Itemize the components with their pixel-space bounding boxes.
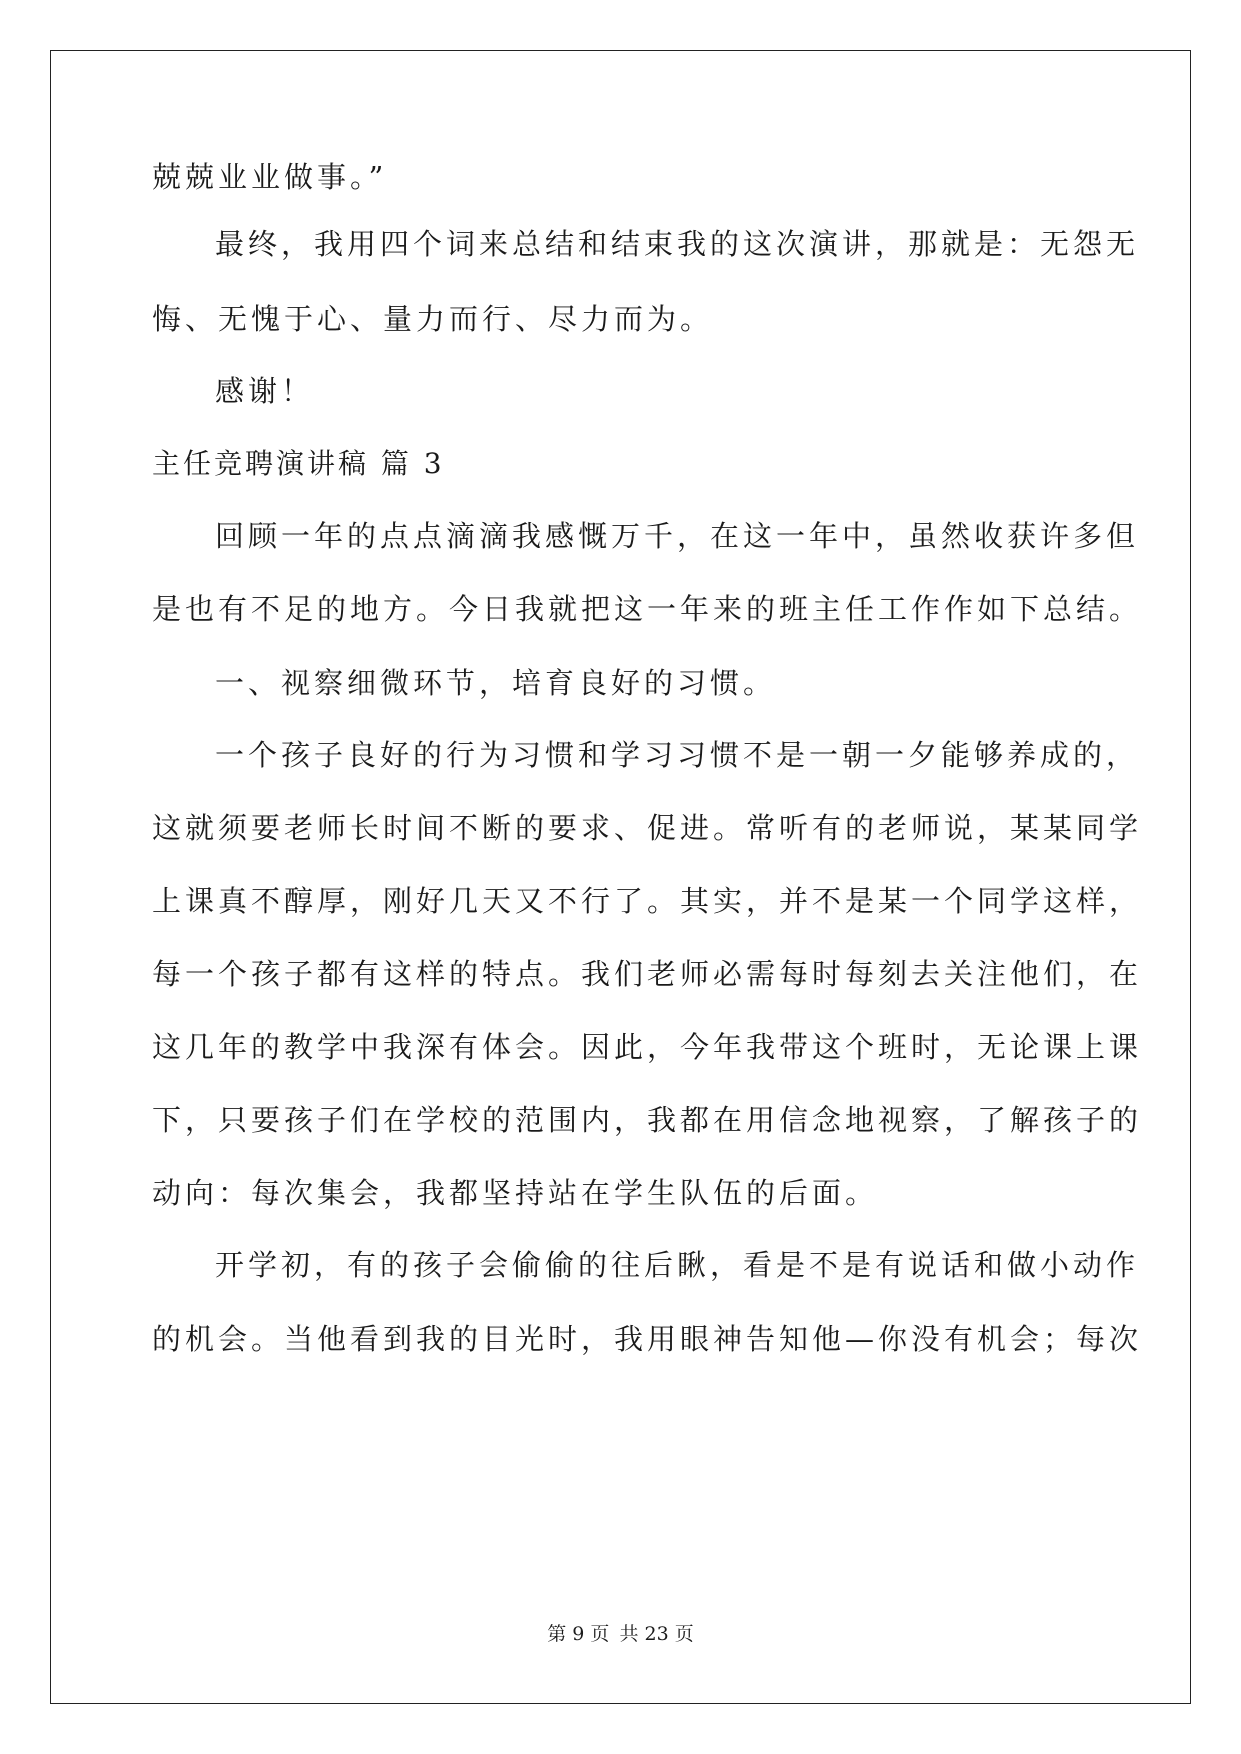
paragraph-line: 感谢！: [215, 374, 315, 408]
page-number: 第 9 页: [547, 1623, 610, 1645]
paragraph-line: 开学初，有的孩子会偷偷的往后瞅，看是不是有说话和做小动作: [215, 1248, 1140, 1282]
page-footer: [0, 1622, 1241, 1646]
paragraph-line: 悔、无愧于心、量力而行、尽力而为。: [152, 302, 714, 336]
paragraph-line: 的机会。当他看到我的目光时，我用眼神告知他—你没有机会；每次: [152, 1322, 1143, 1356]
paragraph-line: 这就须要老师长时间不断的要求、促进。常听有的老师说，某某同学: [152, 811, 1143, 845]
paragraph-line: 每一个孩子都有这样的特点。我们老师必需每时每刻去关注他们，在: [152, 957, 1143, 991]
paragraph-line: 最终，我用四个词来总结和结束我的这次演讲，那就是：无怨无: [215, 227, 1140, 261]
paragraph-line: 上课真不醇厚，刚好几天又不行了。其实，并不是某一个同学这样，: [152, 884, 1143, 918]
paragraph-line: 这几年的教学中我深有体会。因此，今年我带这个班时，无论课上课: [152, 1030, 1143, 1064]
paragraph-line: 一个孩子良好的行为习惯和学习习惯不是一朝一夕能够养成的，: [215, 738, 1140, 772]
paragraph-line: 回顾一年的点点滴滴我感慨万千，在这一年中，虽然收获许多但: [215, 519, 1140, 553]
page-border: [50, 50, 1191, 1704]
paragraph-line: 下，只要孩子们在学校的范围内，我都在用信念地视察，了解孩子的: [152, 1103, 1143, 1137]
paragraph-line: 是也有不足的地方。今日我就把这一年来的班主任工作作如下总结。: [152, 592, 1143, 626]
paragraph-line: 一、视察细微环节，培育良好的习惯。: [215, 666, 777, 700]
page-total: 共 23 页: [619, 1623, 694, 1645]
paragraph-line: 动向：每次集会，我都坚持站在学生队伍的后面。: [152, 1176, 879, 1210]
section-heading: 主任竞聘演讲稿 篇 3: [152, 447, 445, 480]
paragraph-line: 兢兢业业做事。”: [152, 160, 388, 194]
